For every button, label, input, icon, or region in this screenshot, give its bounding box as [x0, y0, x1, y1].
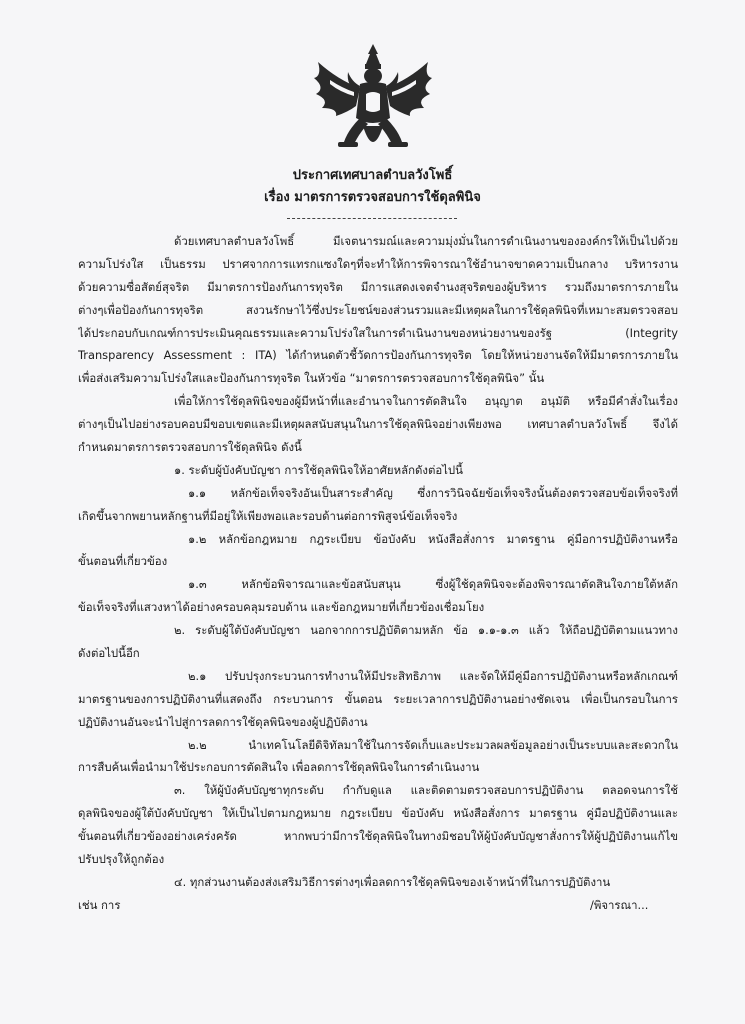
document-body: [78, 230, 678, 917]
clause-2-1: ๒.๑ ปรับปรุงกระบวนการทำงานให้มีประสิทธิภาพ และจัดให้มีคู่มือการปฏิบัติงานหรือหลักเกณฑ์: [188, 668, 678, 683]
body-line: กำหนดมาตรการตรวจสอบการใช้ดุลพินิจ ดังนี้: [78, 440, 302, 455]
body-line: ขั้นตอนที่เกี่ยวข้องอย่างเคร่งครัด หากพบว่ามีการใช้ดุลพินิจในทางมิชอบให้ผู้บังคับบัญชาสั่งการให้ผู้ปฏิบัติงานแก้ไข: [78, 829, 678, 844]
announcement-subject: เรื่อง มาตรการตรวจสอบการใช้ดุลพินิจ: [264, 190, 481, 205]
body-line: ด้วยเทศบาลตำบลวังโพธิ์ มีเจตนารมณ์และความมุ่งมั่นในการดำเนินงานขององค์กรให้เป็นไปด้วย: [174, 234, 678, 248]
body-line: การสืบค้นเพื่อนำมาใช้ประกอบการตัดสินใจ เพื่อลดการใช้ดุลพินิจในการดำเนินงาน: [78, 760, 480, 775]
body-line: ปฏิบัติงานอันจะนำไปสู่การลดการใช้ดุลพินิจของผู้ปฏิบัติงาน: [78, 714, 368, 729]
clause-1-2: ๑.๒ หลักข้อกฎหมาย กฎระเบียบ ข้อบังคับ หนังสือสั่งการ มาตรฐาน คู่มือการปฏิบัติงานหรือ: [188, 531, 678, 546]
continuation-marker: /พิจารณา...: [590, 898, 649, 912]
body-line: ต่างๆเพื่อป้องกันการทุจริต สงวนรักษาไว้ซึ่งประโยชน์ของส่วนรวมและมีเหตุผลในการใช้ดุลพินิจที่เหมาะสมตรวจสอบ: [78, 302, 678, 317]
body-line: ดุลพินิจของผู้ใต้บังคับบัญชา ให้เป็นไปตามกฎหมาย กฎระเบียบ ข้อบังคับ หนังสือสั่งการ มาตรฐาน คู่มือปฏิบัติงานและ: [78, 806, 678, 821]
clause-3: ๓. ให้ผู้บังคับบัญชาทุกระดับ กำกับดูแล และติดตามตรวจสอบการปฏิบัติงาน ตลอดจนการใช้: [174, 783, 678, 798]
body-line: เกิดขึ้นจากพยานหลักฐานที่มีอยู่ให้เพียงพอและรอบด้านต่อการพิสูจน์ข้อเท็จจริง: [78, 508, 458, 523]
body-line: ข้อเท็จจริงที่แสวงหาได้อย่างครอบคลุมรอบด้าน และข้อกฎหมายที่เกี่ยวข้องเชื่อมโยง: [78, 600, 485, 615]
clause-1-3: ๑.๓ หลักข้อพิจารณาและข้อสนับสนุน ซึ่งผู้ใช้ดุลพินิจจะต้องพิจารณาตัดสินใจภายใต้หลัก: [188, 577, 678, 592]
clause-2: ๒. ระดับผู้ใต้บังคับบัญชา นอกจากการปฏิบัติตามหลัก ข้อ ๑.๑-๑.๓ แล้ว ให้ถือปฏิบัติตามแนวทาง: [174, 623, 678, 638]
clause-1-1: ๑.๑ หลักข้อเท็จจริงอันเป็นสาระสำคัญ ซึ่งการวินิจฉัยข้อเท็จจริงนั้นต้องตรวจสอบข้อเท็จจริงที่: [188, 485, 678, 500]
title-divider: [287, 218, 457, 219]
clause-1: ๑. ระดับผู้บังคับบัญชา การใช้ดุลพินิจให้อาศัยหลักดังต่อไปนี้: [174, 462, 463, 477]
body-line: ต่างๆเป็นไปอย่างรอบคอบมีขอบเขตและมีเหตุผลสนับสนุนในการใช้ดุลพินิจอย่างเพียงพอ เทศบาลตำบลวังโพธิ์ จึงได้: [78, 417, 678, 432]
garuda-emblem-icon: [308, 42, 438, 158]
body-line: ปรับปรุงให้ถูกต้อง: [78, 852, 165, 867]
clause-4: ๔. ทุกส่วนงานต้องส่งเสริมวิธีการต่างๆเพื่อลดการใช้ดุลพินิจของเจ้าหน้าที่ในการปฏิบัติงาน: [174, 874, 611, 889]
announcement-title: ประกาศเทศบาลตำบลวังโพธิ์: [292, 168, 453, 183]
body-line: ได้ประกอบกับเกณฑ์การประเมินคุณธรรมและความโปร่งใสในการดำเนินงานของหน่วยงานของรัฐ (Integrity: [78, 325, 678, 340]
body-line: Transparency Assessment : ITA) ได้กำหนดตัวชี้วัดการป้องกันการทุจริต โดยให้หน่วยงานจัดให้มีมาตรการภายใน: [78, 348, 678, 363]
body-line: เพื่อให้การใช้ดุลพินิจของผู้มีหน้าที่และอำนาจในการตัดสินใจ อนุญาต อนุมัติ หรือมีคำสั่งในเรื่อง: [174, 394, 678, 409]
body-line: ความโปร่งใส เป็นธรรม ปราศจากการแทรกแซงใดๆที่จะทำให้การพิจารณาใช้อำนาจขาดความเป็นกลาง บริหารงาน: [78, 256, 678, 271]
body-line: ขั้นตอนที่เกี่ยวข้อง: [78, 554, 168, 569]
body-line: ดังต่อไปนี้อีก: [78, 646, 140, 661]
body-line: เช่น การ: [78, 897, 121, 912]
clause-2-2: ๒.๒ นำเทคโนโลยีดิจิทัลมาใช้ในการจัดเก็บและประมวลผลข้อมูลอย่างเป็นระบบและสะดวกใน: [188, 737, 678, 752]
body-line: เพื่อส่งเสริมความโปร่งใสและป้องกันการทุจริต ในหัวข้อ “มาตรการตรวจสอบการใช้ดุลพินิจ” นั้น: [78, 371, 545, 386]
body-line: ด้วยความซื่อสัตย์สุจริต มีมาตรการป้องกันการทุจริต มีการแสดงเจตจำนงสุจริตของผู้บริหาร รวมถึงมาตรการภายใน: [78, 279, 678, 294]
body-line: มาตรฐานของการปฏิบัติงานที่แสดงถึง กระบวนการ ขั้นตอน ระยะเวลาการปฏิบัติงานอย่างชัดเจน เพื่อเป็นกรอบในการ: [78, 691, 678, 706]
